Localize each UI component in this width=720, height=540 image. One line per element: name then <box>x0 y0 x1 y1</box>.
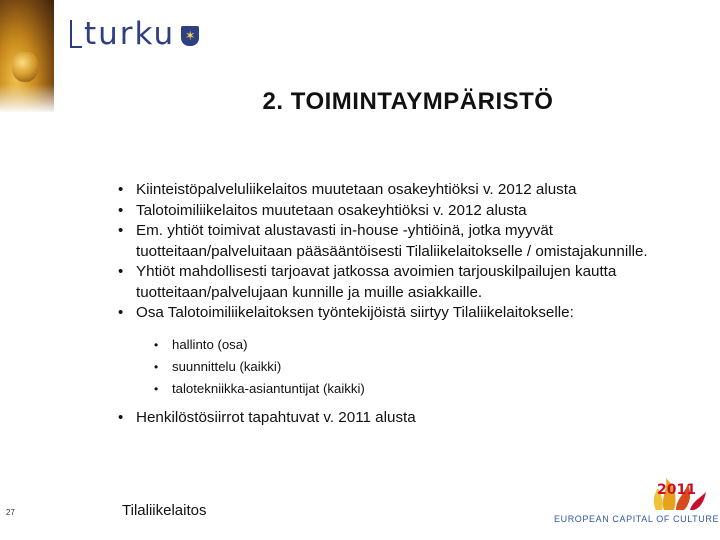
list-item: • Talotoimiliikelaitos muutetaan osakeyhtiöksi v. 2012 alusta <box>112 201 692 222</box>
sub-list-item: • talotekniikka-asiantuntijat (kaikki) <box>112 378 692 400</box>
slide-title: 2. TOIMINTAYMPÄRISTÖ <box>262 88 554 115</box>
logo-bracket <box>70 20 82 48</box>
list-item: • Osa Talotoimiliikelaitoksen työntekijöistä siirtyy Tilaliikelaitokselle: <box>112 303 692 324</box>
ecoc-text: EUROPEAN CAPITAL OF CULTURE <box>554 514 720 524</box>
turku-logo <box>70 16 199 52</box>
logo-text: turku <box>84 16 176 52</box>
slide-content <box>112 180 692 428</box>
sub-list-item: • suunnittelu (kaikki) <box>112 356 692 378</box>
list-item: • Yhtiöt mahdollisesti tarjoavat jatkossa avoimien tarjouskilpailujen kautta tuotteitaan/palvelujaan kunnille ja muille asiakkaille. <box>112 262 692 303</box>
list-item: • Em. yhtiöt toimivat alustavasti in-house -yhtiöinä, jotka myyvät tuotteitaan/palveluitaan pääsääntöisesti Tilaliikelaitokselle / omistajakunnille. <box>112 221 692 262</box>
sub-bullet-list <box>112 334 692 400</box>
crest-icon: ✶ <box>181 26 199 46</box>
list-item: • Kiinteistöpalveluliikelaitos muutetaan osakeyhtiöksi v. 2012 alusta <box>112 180 692 201</box>
ornament-image <box>12 52 38 82</box>
list-item: • Henkilöstösiirrot tapahtuvat v. 2011 alusta <box>112 408 692 429</box>
footer-label: Tilaliikelaitos <box>122 502 207 519</box>
page-number: 27 <box>6 508 15 517</box>
bullet-list-end <box>112 408 692 429</box>
bullet-list <box>112 180 692 324</box>
ecoc-logo <box>552 470 718 530</box>
sub-list-item: • hallinto (osa) <box>112 334 692 356</box>
ecoc-year: 2011 <box>657 482 696 498</box>
